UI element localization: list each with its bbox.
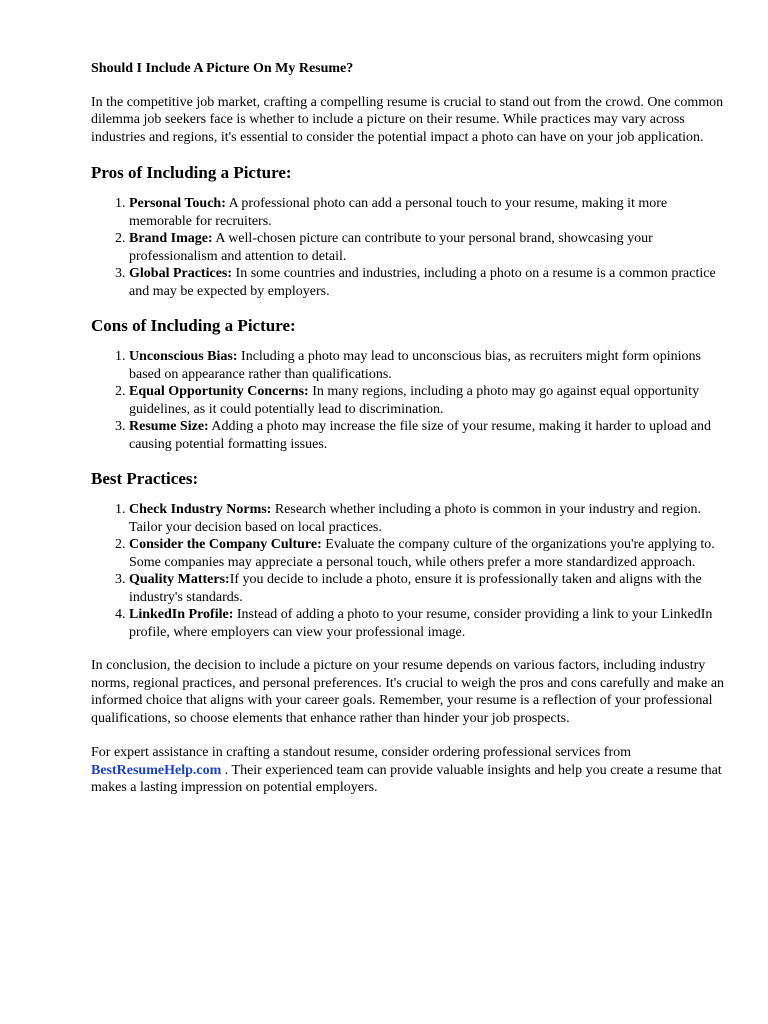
list-item	[129, 195, 731, 230]
best-practices-section	[91, 469, 731, 641]
list-item-term: Resume Size:	[129, 419, 209, 434]
list-item	[129, 571, 731, 606]
list-item-term: Global Practices:	[129, 266, 233, 281]
list-item-text: If you decide to include a photo, ensure it is professionally taken and aligns with the industry's standards.	[129, 572, 702, 605]
list-item	[129, 501, 731, 536]
list-item	[129, 383, 731, 418]
list-item-text: Research whether including a photo is common in your industry and region. Tailor your decision based on local practices.	[129, 502, 701, 535]
cta-text-before: For expert assistance in crafting a standout resume, consider ordering professional services from	[91, 745, 631, 760]
list-item-text: Including a photo may lead to unconscious bias, as recruiters might form opinions based on appearance rather than qualifications.	[129, 349, 701, 382]
pros-section	[91, 163, 731, 300]
list-item	[129, 418, 731, 453]
list-item-text: In some countries and industries, including a photo on a resume is a common practice and may be expected by employers.	[129, 266, 716, 299]
cons-list	[91, 348, 731, 453]
list-item-term: Equal Opportunity Concerns:	[129, 384, 309, 399]
list-item-term: LinkedIn Profile:	[129, 607, 234, 622]
cta-paragraph	[91, 744, 731, 797]
list-item	[129, 265, 731, 300]
list-item-text: In many regions, including a photo may go against equal opportunity guidelines, as it could potentially lead to discrimination.	[129, 384, 700, 417]
list-item-text: A well-chosen picture can contribute to your personal brand, showcasing your professionalism and attention to detail.	[129, 231, 653, 264]
best-practices-list	[91, 501, 731, 641]
list-item-term: Quality Matters:	[129, 572, 230, 587]
list-item	[129, 606, 731, 641]
list-item	[129, 348, 731, 383]
list-item	[129, 230, 731, 265]
document-page	[91, 60, 731, 797]
conclusion-paragraph: In conclusion, the decision to include a picture on your resume depends on various factors, including industry norms, regional practices, and personal preferences. It's crucial to weigh the pros and cons carefully and make an informed choice that aligns with your career goals. Remember, your resume is a reflection of your professional qualifications, so choose elements that enhance rather than hinder your job prospects.	[91, 658, 725, 726]
list-item-text: Adding a photo may increase the file size of your resume, making it harder to upload and causing potential formatting issues.	[129, 419, 712, 452]
list-item-text: A professional photo can add a personal touch to your resume, making it more memorable for recruiters.	[129, 196, 668, 229]
list-item-term: Brand Image:	[129, 231, 213, 246]
intro-paragraph: In the competitive job market, crafting a compelling resume is crucial to stand out from the crowd. One common dilemma job seekers face is whether to include a picture on their resume. While practices may vary across industries and regions, it's essential to consider the potential impact a photo can have on your job application.	[91, 94, 724, 145]
list-item-term: Unconscious Bias:	[129, 349, 238, 364]
best-practices-heading: Best Practices:	[91, 469, 199, 488]
list-item	[129, 536, 731, 571]
cons-section	[91, 316, 731, 453]
list-item-term: Personal Touch:	[129, 196, 226, 211]
cta-text-after: . Their experienced team can provide valuable insights and help you create a resume that makes a lasting impression on potential employers.	[91, 762, 722, 795]
pros-heading: Pros of Including a Picture:	[91, 163, 292, 182]
cons-heading: Cons of Including a Picture:	[91, 316, 296, 335]
list-item-term: Consider the Company Culture:	[129, 537, 322, 552]
list-item-term: Check Industry Norms:	[129, 502, 272, 517]
pros-list	[91, 195, 731, 300]
list-item-text: Instead of adding a photo to your resume, consider providing a link to your LinkedIn profile, where employers can view your professional image.	[129, 607, 713, 640]
bestresumehelp-link[interactable]: BestResumeHelp.com	[91, 762, 222, 778]
page-title: Should I Include A Picture On My Resume?	[91, 61, 354, 76]
list-item-text: Evaluate the company culture of the organizations you're applying to. Some companies may appreciate a personal touch, while others prefer a more standardized approach.	[129, 537, 715, 570]
